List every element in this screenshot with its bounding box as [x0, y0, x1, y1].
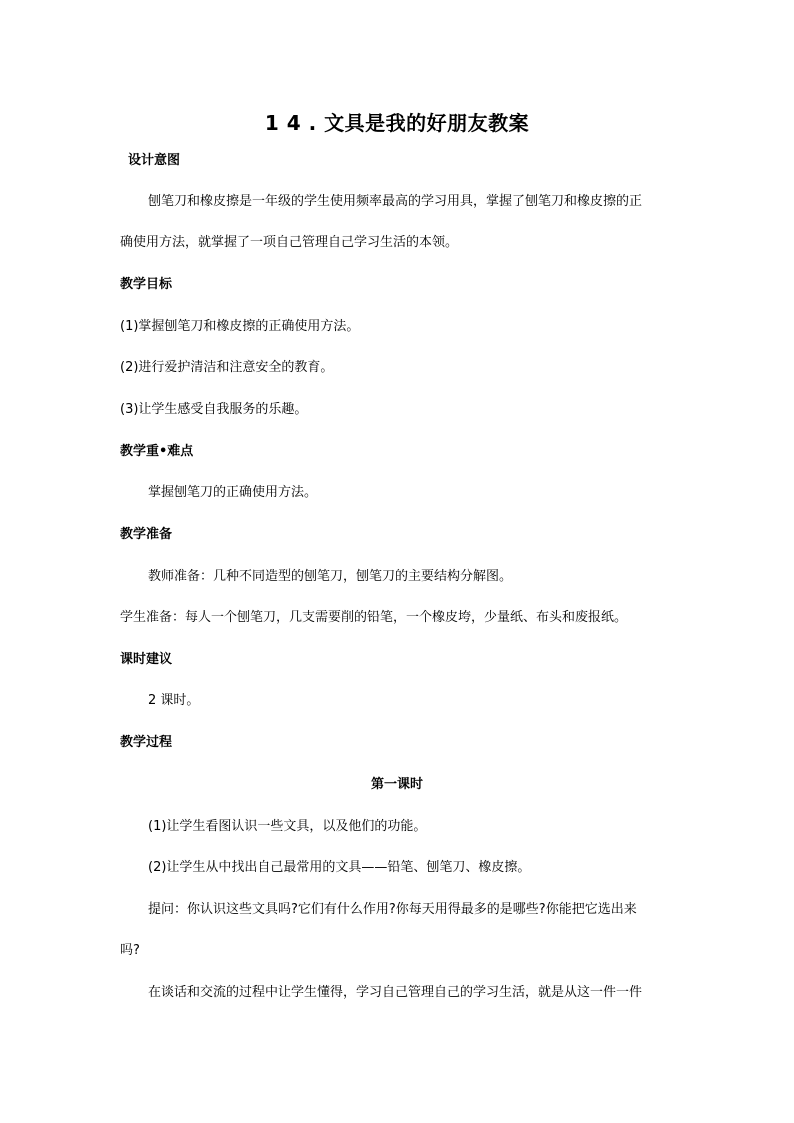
- list-item: (3)让学生感受自我服务的乐趣。: [120, 402, 308, 417]
- paragraph-line: 在谈话和交流的过程中让学生懂得，学习自己管理自己的学习生活，就是从这一件一件: [148, 985, 643, 1000]
- subheading-first-lesson: 第一课时: [370, 777, 423, 792]
- list-item: (2)进行爱护清洁和注意安全的教育。: [120, 360, 334, 375]
- heading-teaching-goals: 教学目标: [120, 277, 173, 292]
- list-item: (1)让学生看图认识一些文具，以及他们的功能。: [148, 819, 427, 834]
- heading-preparation: 教学准备: [120, 527, 173, 542]
- paragraph-line: 确使用方法，就掌握了一项自己管理自己学习生活的本领。: [120, 235, 459, 250]
- paragraph-line: 学生准备：每人一个刨笔刀，几支需要削的铅笔，一个橡皮垮，少量纸、布头和废报纸。: [120, 610, 628, 625]
- paragraph-line: 刨笔刀和橡皮擦是一年级的学生使用频率最高的学习用具，掌握了刨笔刀和橡皮擦的正: [148, 194, 643, 209]
- heading-design-intent: 设计意图: [128, 153, 181, 168]
- paragraph-line: 掌握刨笔刀的正确使用方法。: [148, 485, 318, 500]
- heading-key-points: 教学重•难点: [120, 444, 194, 459]
- paragraph-line: 吗?: [120, 943, 140, 958]
- document-title: 1 4 . 文具是我的好朋友教案: [264, 111, 530, 135]
- paragraph-line: 提问：你认识这些文具吗?它们有什么作用?你每天用得最多的是哪些?你能把它选出来: [148, 902, 637, 917]
- heading-teaching-process: 教学过程: [120, 735, 173, 750]
- paragraph-line: 教师准备：几种不同造型的刨笔刀，刨笔刀的主要结构分解图。: [148, 569, 513, 584]
- heading-lesson-suggestion: 课时建议: [120, 652, 173, 667]
- list-item: (1)掌握刨笔刀和橡皮擦的正确使用方法。: [120, 319, 360, 334]
- list-item: (2)让学生从中找出自己最常用的文具——铅笔、刨笔刀、橡皮擦。: [148, 860, 531, 875]
- paragraph-line: 2 课时。: [148, 693, 200, 708]
